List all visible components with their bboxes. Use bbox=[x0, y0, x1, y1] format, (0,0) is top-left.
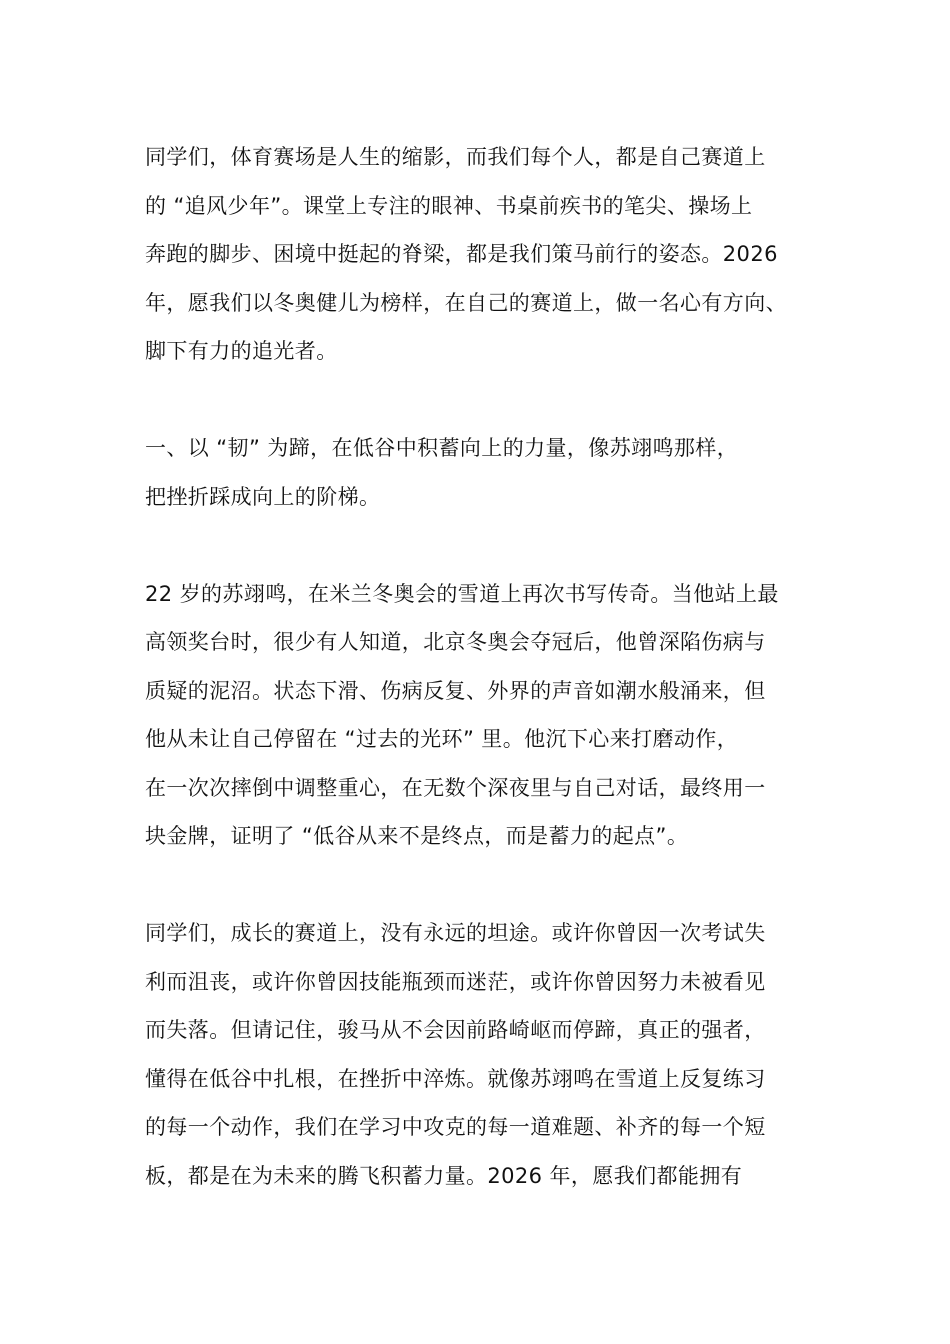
section-heading bbox=[145, 424, 835, 521]
document-body bbox=[145, 133, 835, 1200]
paragraph-growth bbox=[145, 909, 835, 1200]
text-line: 他从未让自己停留在 “过去的光环” 里。他沉下心来打磨动作， bbox=[145, 727, 739, 751]
paragraph-intro bbox=[145, 133, 835, 376]
text-line: 利而沮丧，或许你曾因技能瓶颈而迷茫，或许你曾因努力未被看见 bbox=[145, 969, 766, 994]
heading-line: 把挫折踩成向上的阶梯。 bbox=[145, 484, 381, 509]
heading-line: 一、以 “韧” 为蹄，在低谷中积蓄向上的力量，像苏翊鸣那样， bbox=[145, 436, 739, 460]
text-line: 而失落。但请记住，骏马从不会因前路崎岖而停蹄，真正的强者， bbox=[145, 1018, 766, 1042]
paragraph-spacer bbox=[145, 376, 835, 425]
text-line: 同学们，体育赛场是人生的缩影，而我们每个人，都是自己赛道上 bbox=[145, 145, 766, 169]
text-line: 的每一个动作，我们在学习中攻克的每一道难题、补齐的每一个短 bbox=[145, 1115, 766, 1139]
paragraph-spacer bbox=[145, 521, 835, 570]
text-line: 奔跑的脚步、困境中挺起的脊梁，都是我们策马前行的姿态。2026 bbox=[145, 242, 778, 266]
text-line: 质疑的泥沼。状态下滑、伤病反复、外界的声音如潮水般涌来，但 bbox=[145, 678, 766, 703]
text-line: 块金牌，证明了 “低谷从来不是终点，而是蓄力的起点”。 bbox=[145, 824, 689, 848]
text-line: 年，愿我们以冬奥健儿为榜样，在自己的赛道上，做一名心有方向、 bbox=[145, 290, 787, 315]
text-line: 同学们，成长的赛道上，没有永远的坦途。或许你曾因一次考试失 bbox=[145, 921, 766, 945]
text-line: 22 岁的苏翊鸣，在米兰冬奥会的雪道上再次书写传奇。当他站上最 bbox=[145, 581, 779, 606]
text-line: 高领奖台时，很少有人知道，北京冬奥会夺冠后，他曾深陷伤病与 bbox=[145, 630, 766, 654]
text-line: 板，都是在为未来的腾飞积蓄力量。2026 年，愿我们都能拥有 bbox=[145, 1163, 743, 1188]
text-line: 在一次次摔倒中调整重心，在无数个深夜里与自己对话，最终用一 bbox=[145, 775, 766, 800]
text-line: 的 “追风少年”。课堂上专注的眼神、书桌前疾书的笔尖、操场上 bbox=[145, 193, 753, 218]
text-line: 懂得在低谷中扎根，在挫折中淬炼。就像苏翊鸣在雪道上反复练习 bbox=[145, 1066, 766, 1091]
paragraph-su-yiming bbox=[145, 570, 835, 861]
paragraph-spacer bbox=[145, 861, 835, 910]
text-line: 脚下有力的追光者。 bbox=[145, 339, 338, 363]
